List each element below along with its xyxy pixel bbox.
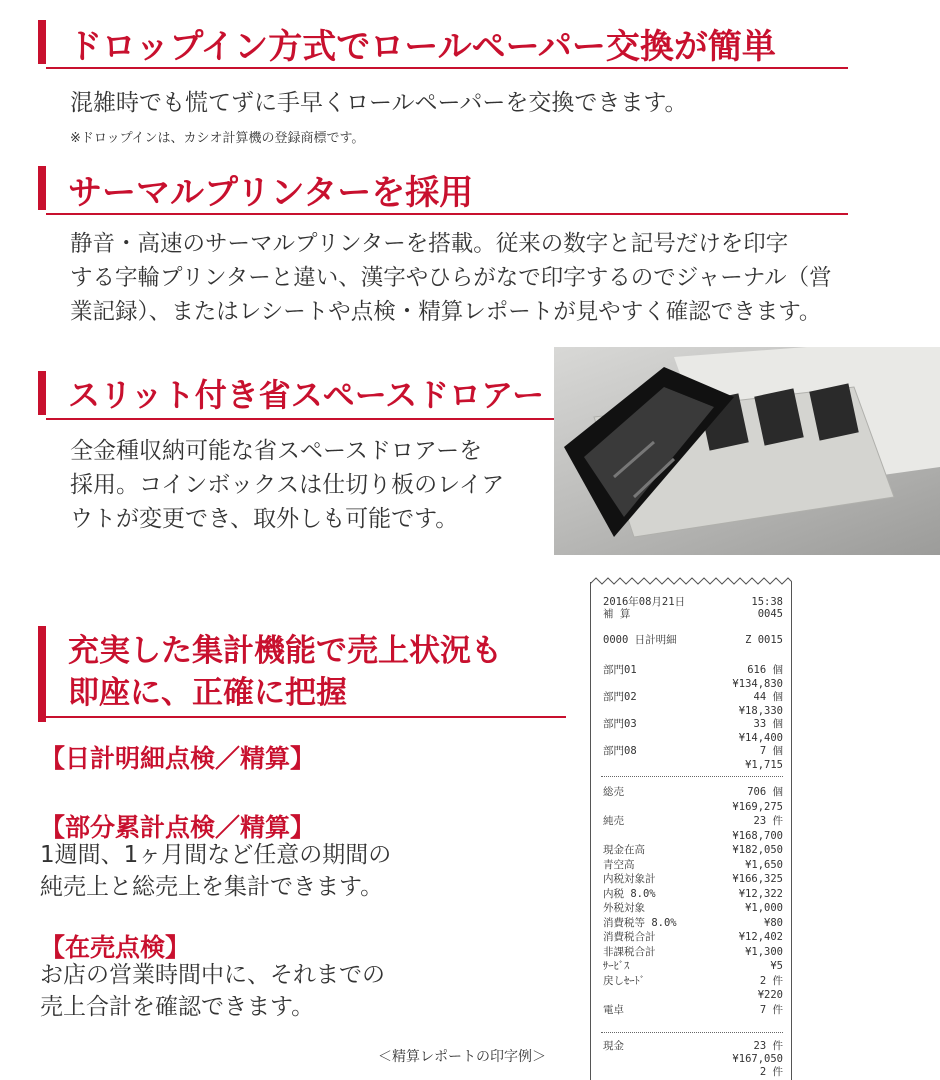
receipt-row-label: ｻｰﾋﾞｽ	[603, 960, 630, 972]
receipt-row-value: 7 個	[759, 745, 783, 757]
receipt-row	[603, 960, 783, 972]
receipt-row-value: ¥1,715	[745, 758, 783, 771]
receipt-row	[603, 786, 783, 798]
receipt-row-label: 外税対象	[603, 902, 645, 914]
receipt-row-value: ¥18,330	[738, 704, 783, 717]
receipt-date: 2016年08月21日	[603, 596, 686, 608]
receipt-row	[603, 931, 783, 943]
receipt-row	[603, 873, 783, 885]
partial-line-1: 1週間、1ヶ月間など任意の期間の	[40, 842, 392, 868]
receipt-row-value: ¥1,300	[745, 945, 783, 958]
receipt-row	[603, 830, 783, 842]
receipt-staff: 補 算	[603, 608, 631, 620]
receipt-row	[603, 718, 783, 730]
receipt-row	[603, 1066, 783, 1078]
section-bar	[38, 626, 46, 722]
partial-heading: 【部分累計点検／精算】	[40, 813, 316, 842]
receipt-row	[603, 888, 783, 900]
section-rule	[46, 213, 848, 215]
receipt-row-label: 現金	[603, 1040, 624, 1052]
totals-title-line-1: 充実した集計機能で売上状況も	[68, 633, 502, 669]
receipt-row	[603, 1040, 783, 1052]
receipt-tear-edge	[590, 576, 792, 586]
receipt-row	[603, 705, 783, 717]
drawer-illustration	[554, 347, 940, 555]
receipt-report-no: Z 0015	[745, 634, 783, 646]
drop-in-note: ※ドロップインは、カシオ計算機の登録商標です。	[70, 131, 365, 146]
section-bar	[38, 166, 46, 210]
stock-line-2: 売上合計を確認できます。	[40, 994, 315, 1020]
receipt-row-value: 2 件	[759, 974, 783, 987]
drop-in-body: 混雑時でも慌てずに手早くロールペーパーを交換できます。	[70, 90, 688, 116]
receipt-row-value: ¥12,322	[738, 887, 783, 900]
receipt-row-label: 電卓	[603, 1003, 624, 1016]
receipt-row	[603, 732, 783, 744]
receipt-header-row	[603, 608, 783, 620]
receipt-row-label: 部門08	[603, 745, 637, 757]
receipt-row-value: ¥5	[770, 960, 783, 972]
section-rule	[46, 67, 848, 69]
partial-line-2: 純売上と総売上を集計できます。	[40, 874, 384, 900]
receipt-row	[603, 815, 783, 827]
receipt-row	[603, 801, 783, 813]
receipt-row	[603, 759, 783, 771]
receipt-row-label: 消費税等 8.0%	[603, 916, 677, 929]
receipt-row-label: 戻しｾｰﾄﾞ	[603, 974, 645, 987]
drawer-line-3: ウトが変更でき、取外しも可能です。	[70, 506, 459, 532]
receipt-row-value: 33 個	[753, 718, 783, 730]
section-title-drop-in: ドロップイン方式でロールペーパー交換が簡単	[68, 27, 776, 67]
receipt-no: 0045	[757, 608, 783, 620]
receipt-row-value: ¥14,400	[738, 731, 783, 744]
receipt-row-value: 2 件	[759, 1066, 783, 1078]
receipt-row-label: 部門02	[603, 691, 637, 703]
receipt-row-value: 44 個	[753, 691, 783, 703]
receipt-row	[603, 678, 783, 690]
receipt-report: 0000 日計明細	[603, 634, 677, 646]
daily-heading: 【日計明細点検／精算】	[40, 744, 316, 773]
receipt-row-value: ¥167,050	[732, 1053, 783, 1065]
receipt-header-row	[603, 596, 783, 608]
receipt-row-value: 23 件	[753, 815, 783, 827]
receipt-row	[603, 691, 783, 703]
receipt-row	[603, 902, 783, 914]
receipt-row-label: 総売	[603, 786, 624, 798]
receipt-row-value: 706 個	[747, 786, 783, 798]
receipt-row-value: ¥12,402	[738, 931, 783, 943]
receipt-row-value: ¥80	[764, 916, 783, 929]
receipt-row-label: 内税対象計	[603, 873, 656, 885]
receipt-row-value: ¥1,650	[745, 858, 783, 871]
receipt-row	[603, 975, 783, 987]
thermal-line-2: する字輪プリンターと違い、漢字やひらがなで印字するのでジャーナル（営	[70, 265, 832, 291]
receipt-sample	[590, 582, 792, 1080]
section-bar	[38, 20, 46, 64]
totals-title-line-2: 即座に、正確に把握	[68, 675, 347, 711]
receipt-row-label: 純売	[603, 815, 624, 827]
section-bar	[38, 371, 46, 415]
receipt-row-value: ¥220	[757, 989, 783, 1001]
receipt-divider	[601, 1032, 783, 1033]
thermal-line-1: 静音・高速のサーマルプリンターを搭載。従来の数字と記号だけを印字	[70, 231, 789, 257]
receipt-row-value: 7 件	[759, 1003, 783, 1016]
stock-heading: 【在売点検】	[40, 933, 191, 962]
receipt-row-value: ¥166,325	[732, 873, 783, 885]
receipt-row-value: ¥169,275	[732, 800, 783, 813]
receipt-row-value: 616 個	[747, 664, 783, 676]
stock-line-1: お店の営業時間中に、それまでの	[40, 962, 385, 988]
receipt-row	[603, 946, 783, 958]
section-rule	[46, 716, 566, 718]
receipt-row-value: ¥134,830	[732, 677, 783, 690]
thermal-line-3: 業記録）、またはレシートや点検・精算レポートが見やすく確認できます。	[70, 299, 822, 325]
receipt-row-label: 青空高	[603, 858, 635, 871]
receipt-row-value: ¥168,700	[732, 829, 783, 842]
receipt-row	[603, 1053, 783, 1065]
receipt-row-label: 非課税合計	[603, 945, 656, 958]
receipt-time: 15:38	[751, 596, 783, 608]
drawer-line-2: 採用。コインボックスは仕切り板のレイア	[70, 472, 505, 498]
receipt-row	[603, 745, 783, 757]
receipt-row	[603, 844, 783, 856]
receipt-report-row	[603, 634, 783, 646]
receipt-row-label: 部門03	[603, 718, 637, 730]
receipt-row-label: 現金在高	[603, 844, 645, 856]
receipt-row-value: 23 件	[753, 1040, 783, 1052]
receipt-row-value: ¥1,000	[745, 902, 783, 914]
receipt-row	[603, 1004, 783, 1016]
section-title-thermal: サーマルプリンターを採用	[68, 173, 474, 213]
receipt-row-value: ¥182,050	[732, 844, 783, 856]
section-title-drawer: スリット付き省スペースドロアー	[68, 376, 545, 414]
receipt-row	[603, 989, 783, 1001]
receipt-divider	[601, 776, 783, 777]
drawer-photo	[554, 347, 940, 555]
receipt-row	[603, 664, 783, 676]
receipt-row-label: 内税 8.0%	[603, 887, 656, 900]
receipt-row-label: 部門01	[603, 664, 637, 676]
receipt-row	[603, 917, 783, 929]
drawer-line-1: 全金種収納可能な省スペースドロアーを	[70, 438, 483, 464]
receipt-row-label: 消費税合計	[603, 931, 656, 943]
receipt-caption: ＜精算レポートの印字例＞	[378, 1049, 546, 1065]
receipt-row	[603, 859, 783, 871]
section-rule	[46, 418, 554, 420]
